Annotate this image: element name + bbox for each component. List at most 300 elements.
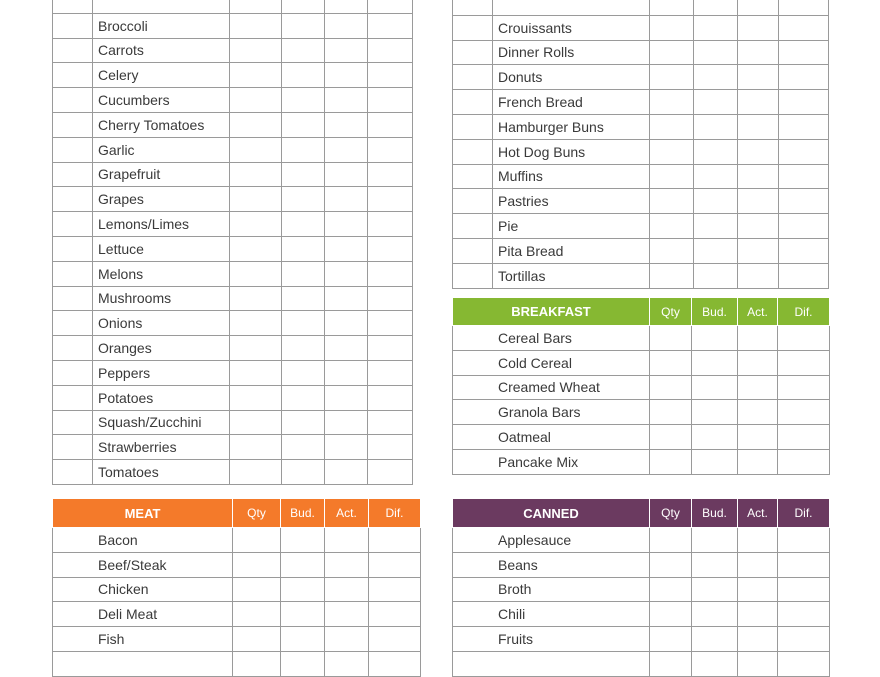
- dif-cell[interactable]: [368, 311, 413, 336]
- bread-item-name: Dinner Rolls: [493, 40, 650, 65]
- canned-col-act: Act.: [738, 499, 778, 528]
- checkbox-cell[interactable]: [53, 88, 93, 113]
- bud-cell[interactable]: [281, 651, 325, 676]
- bud-cell[interactable]: [282, 112, 325, 137]
- qty-cell[interactable]: [230, 236, 282, 261]
- table-row: [453, 164, 829, 189]
- canned-item-name: Broth: [453, 577, 650, 602]
- qty-cell[interactable]: [650, 326, 692, 351]
- act-cell[interactable]: [325, 360, 368, 385]
- breakfast-item-name: Cereal Bars: [453, 326, 650, 351]
- dif-cell[interactable]: [778, 602, 830, 627]
- act-cell[interactable]: [325, 552, 369, 577]
- qty-cell[interactable]: [650, 350, 692, 375]
- checkbox-cell[interactable]: [53, 236, 93, 261]
- produce-rows: [53, 0, 413, 484]
- dif-cell[interactable]: [369, 651, 421, 676]
- bud-cell[interactable]: [692, 326, 738, 351]
- meat-item-name: Fish: [53, 627, 233, 652]
- act-cell[interactable]: [325, 162, 368, 187]
- bud-cell[interactable]: [282, 311, 325, 336]
- dif-cell[interactable]: [368, 0, 413, 13]
- dif-cell[interactable]: [368, 435, 413, 460]
- qty-cell[interactable]: [230, 162, 282, 187]
- bud-cell[interactable]: [694, 263, 738, 288]
- canned-col-dif: Dif.: [778, 499, 830, 528]
- dif-cell[interactable]: [368, 286, 413, 311]
- bread-item-name: Tortillas: [493, 263, 650, 288]
- act-cell[interactable]: [325, 385, 368, 410]
- table-row: [453, 400, 830, 425]
- qty-cell[interactable]: [233, 627, 281, 652]
- checkbox-cell[interactable]: [53, 13, 93, 38]
- checkbox-cell[interactable]: [53, 385, 93, 410]
- table-row: [453, 350, 830, 375]
- act-cell[interactable]: [325, 38, 368, 63]
- qty-cell[interactable]: [233, 552, 281, 577]
- act-cell[interactable]: [325, 577, 369, 602]
- qty-cell[interactable]: [650, 189, 694, 214]
- checkbox-cell[interactable]: [453, 40, 493, 65]
- act-cell[interactable]: [738, 114, 779, 139]
- act-cell[interactable]: [738, 425, 778, 450]
- bud-cell[interactable]: [281, 577, 325, 602]
- produce-item-name: Potatoes: [93, 385, 230, 410]
- qty-cell[interactable]: [650, 0, 694, 15]
- act-cell[interactable]: [325, 602, 369, 627]
- dif-cell[interactable]: [779, 90, 829, 115]
- checkbox-cell[interactable]: [53, 38, 93, 63]
- act-cell[interactable]: [738, 164, 779, 189]
- qty-cell[interactable]: [230, 336, 282, 361]
- table-row: [53, 236, 413, 261]
- qty-cell[interactable]: [233, 528, 281, 553]
- qty-cell[interactable]: [230, 311, 282, 336]
- dif-cell[interactable]: [779, 114, 829, 139]
- dif-cell[interactable]: [368, 460, 413, 485]
- bud-cell[interactable]: [282, 261, 325, 286]
- table-row: [53, 0, 413, 13]
- act-cell[interactable]: [325, 236, 368, 261]
- bud-cell[interactable]: [692, 449, 738, 474]
- dif-cell[interactable]: [779, 15, 829, 40]
- act-cell[interactable]: [325, 137, 368, 162]
- bud-cell[interactable]: [694, 164, 738, 189]
- act-cell[interactable]: [325, 651, 369, 676]
- act-cell[interactable]: [738, 326, 778, 351]
- bud-cell[interactable]: [692, 350, 738, 375]
- dif-cell[interactable]: [368, 137, 413, 162]
- dif-cell[interactable]: [369, 528, 421, 553]
- checkbox-cell[interactable]: [53, 460, 93, 485]
- act-cell[interactable]: [325, 528, 369, 553]
- breakfast-col-act: Act.: [738, 298, 778, 326]
- table-row: [53, 137, 413, 162]
- act-cell[interactable]: [325, 410, 368, 435]
- table-row: [453, 40, 829, 65]
- qty-cell[interactable]: [650, 627, 692, 652]
- table-row: [53, 460, 413, 485]
- bud-cell[interactable]: [694, 214, 738, 239]
- dif-cell[interactable]: [368, 261, 413, 286]
- act-cell[interactable]: [738, 375, 778, 400]
- qty-cell[interactable]: [230, 410, 282, 435]
- qty-cell[interactable]: [650, 139, 694, 164]
- qty-cell[interactable]: [650, 400, 692, 425]
- table-row: [453, 65, 829, 90]
- act-cell[interactable]: [738, 627, 778, 652]
- act-cell[interactable]: [325, 435, 368, 460]
- produce-item-name: Cucumbers: [93, 88, 230, 113]
- dif-cell[interactable]: [779, 238, 829, 263]
- act-cell[interactable]: [325, 13, 368, 38]
- act-cell[interactable]: [738, 139, 779, 164]
- checkbox-cell[interactable]: [453, 114, 493, 139]
- qty-cell[interactable]: [230, 137, 282, 162]
- act-cell[interactable]: [738, 552, 778, 577]
- bread-table: [452, 0, 829, 289]
- breakfast-table: [452, 297, 830, 475]
- dif-cell[interactable]: [779, 0, 829, 15]
- dif-cell[interactable]: [779, 263, 829, 288]
- checkbox-cell[interactable]: [53, 360, 93, 385]
- qty-cell[interactable]: [233, 577, 281, 602]
- qty-cell[interactable]: [230, 435, 282, 460]
- bud-cell[interactable]: [282, 336, 325, 361]
- table-row: [453, 449, 830, 474]
- checkbox-cell[interactable]: [453, 263, 493, 288]
- bread-item-name: French Bread: [493, 90, 650, 115]
- produce-item-name: Squash/Zucchini: [93, 410, 230, 435]
- qty-cell[interactable]: [230, 460, 282, 485]
- qty-cell[interactable]: [650, 449, 692, 474]
- dif-cell[interactable]: [368, 162, 413, 187]
- checkbox-cell[interactable]: [53, 435, 93, 460]
- qty-cell[interactable]: [650, 15, 694, 40]
- qty-cell[interactable]: [233, 651, 281, 676]
- dif-cell[interactable]: [779, 214, 829, 239]
- bud-cell[interactable]: [694, 238, 738, 263]
- qty-cell[interactable]: [650, 528, 692, 553]
- table-row: [453, 15, 829, 40]
- qty-cell[interactable]: [230, 286, 282, 311]
- produce-item-name: Tomatoes: [93, 460, 230, 485]
- bread-item-name: Donuts: [493, 65, 650, 90]
- act-cell[interactable]: [325, 336, 368, 361]
- checkbox-cell[interactable]: [53, 162, 93, 187]
- qty-cell[interactable]: [650, 425, 692, 450]
- dif-cell[interactable]: [368, 88, 413, 113]
- dif-cell[interactable]: [778, 651, 830, 676]
- bud-cell[interactable]: [282, 410, 325, 435]
- qty-cell[interactable]: [650, 114, 694, 139]
- canned-item-name: [453, 651, 650, 676]
- act-cell[interactable]: [325, 286, 368, 311]
- act-cell[interactable]: [738, 577, 778, 602]
- checkbox-cell[interactable]: [453, 0, 493, 15]
- bud-cell[interactable]: [282, 286, 325, 311]
- bud-cell[interactable]: [281, 602, 325, 627]
- checkbox-cell[interactable]: [53, 286, 93, 311]
- qty-cell[interactable]: [230, 112, 282, 137]
- canned-item-name: Fruits: [453, 627, 650, 652]
- bud-cell[interactable]: [692, 552, 738, 577]
- act-cell[interactable]: [325, 460, 368, 485]
- checkbox-cell[interactable]: [453, 189, 493, 214]
- dif-cell[interactable]: [778, 350, 830, 375]
- produce-table: [52, 0, 413, 485]
- dif-cell[interactable]: [778, 449, 830, 474]
- produce-item-name: Broccoli: [93, 13, 230, 38]
- bud-cell[interactable]: [282, 38, 325, 63]
- dif-cell[interactable]: [368, 385, 413, 410]
- act-cell[interactable]: [738, 263, 779, 288]
- qty-cell[interactable]: [650, 164, 694, 189]
- dif-cell[interactable]: [778, 400, 830, 425]
- dif-cell[interactable]: [369, 577, 421, 602]
- canned-table: [452, 498, 830, 677]
- dif-cell[interactable]: [369, 627, 421, 652]
- bud-cell[interactable]: [692, 425, 738, 450]
- dif-cell[interactable]: [778, 375, 830, 400]
- bread-item-name: Pie: [493, 214, 650, 239]
- dif-cell[interactable]: [368, 63, 413, 88]
- checkbox-cell[interactable]: [53, 410, 93, 435]
- table-row: [453, 114, 829, 139]
- bud-cell[interactable]: [694, 139, 738, 164]
- checkbox-cell[interactable]: [453, 15, 493, 40]
- bud-cell[interactable]: [692, 375, 738, 400]
- table-row: [53, 360, 413, 385]
- bud-cell[interactable]: [282, 13, 325, 38]
- dif-cell[interactable]: [369, 552, 421, 577]
- meat-item-name: Deli Meat: [53, 602, 233, 627]
- qty-cell[interactable]: [650, 552, 692, 577]
- bud-cell[interactable]: [282, 88, 325, 113]
- qty-cell[interactable]: [650, 375, 692, 400]
- qty-cell[interactable]: [230, 212, 282, 237]
- table-row: [53, 162, 413, 187]
- bud-cell[interactable]: [282, 137, 325, 162]
- act-cell[interactable]: [738, 350, 778, 375]
- table-row: [453, 326, 830, 351]
- dif-cell[interactable]: [368, 112, 413, 137]
- qty-cell[interactable]: [650, 651, 692, 676]
- table-row: [453, 528, 830, 553]
- qty-cell[interactable]: [650, 602, 692, 627]
- canned-rows: [453, 528, 830, 677]
- bud-cell[interactable]: [692, 577, 738, 602]
- bud-cell[interactable]: [281, 528, 325, 553]
- produce-item-name: Strawberries: [93, 435, 230, 460]
- dif-cell[interactable]: [778, 577, 830, 602]
- qty-cell[interactable]: [650, 238, 694, 263]
- bread-item-name: Hamburger Buns: [493, 114, 650, 139]
- bud-cell[interactable]: [692, 602, 738, 627]
- meat-item-name: Beef/Steak: [53, 552, 233, 577]
- meat-rows: [53, 528, 421, 677]
- checkbox-cell[interactable]: [453, 214, 493, 239]
- checkbox-cell[interactable]: [453, 90, 493, 115]
- table-row: [53, 651, 421, 676]
- dif-cell[interactable]: [368, 13, 413, 38]
- qty-cell[interactable]: [233, 602, 281, 627]
- act-cell[interactable]: [738, 400, 778, 425]
- table-row: [453, 552, 830, 577]
- bud-cell[interactable]: [694, 90, 738, 115]
- produce-item-name: Onions: [93, 311, 230, 336]
- dif-cell[interactable]: [368, 360, 413, 385]
- table-row: [453, 425, 830, 450]
- dif-cell[interactable]: [778, 627, 830, 652]
- table-row: [53, 435, 413, 460]
- table-row: [53, 13, 413, 38]
- meat-item-name: Bacon: [53, 528, 233, 553]
- dif-cell[interactable]: [778, 425, 830, 450]
- checkbox-cell[interactable]: [53, 112, 93, 137]
- act-cell[interactable]: [325, 112, 368, 137]
- dif-cell[interactable]: [779, 139, 829, 164]
- dif-cell[interactable]: [368, 38, 413, 63]
- checkbox-cell[interactable]: [53, 63, 93, 88]
- dif-cell[interactable]: [368, 187, 413, 212]
- dif-cell[interactable]: [779, 164, 829, 189]
- checkbox-cell[interactable]: [53, 311, 93, 336]
- qty-cell[interactable]: [230, 385, 282, 410]
- produce-item-name: Lettuce: [93, 236, 230, 261]
- qty-cell[interactable]: [230, 261, 282, 286]
- checkbox-cell[interactable]: [453, 65, 493, 90]
- act-cell[interactable]: [325, 187, 368, 212]
- checkbox-cell[interactable]: [453, 238, 493, 263]
- act-cell[interactable]: [325, 627, 369, 652]
- bud-cell[interactable]: [281, 552, 325, 577]
- dif-cell[interactable]: [778, 552, 830, 577]
- bread-item-name: Hot Dog Buns: [493, 139, 650, 164]
- bud-cell[interactable]: [282, 162, 325, 187]
- act-cell[interactable]: [325, 261, 368, 286]
- act-cell[interactable]: [738, 0, 779, 15]
- qty-cell[interactable]: [230, 0, 282, 13]
- dif-cell[interactable]: [779, 189, 829, 214]
- bud-cell[interactable]: [692, 627, 738, 652]
- act-cell[interactable]: [325, 0, 368, 13]
- bud-cell[interactable]: [282, 236, 325, 261]
- qty-cell[interactable]: [650, 214, 694, 239]
- qty-cell[interactable]: [650, 40, 694, 65]
- bud-cell[interactable]: [282, 63, 325, 88]
- breakfast-col-dif: Dif.: [778, 298, 830, 326]
- qty-cell[interactable]: [230, 38, 282, 63]
- checkbox-cell[interactable]: [53, 336, 93, 361]
- checkbox-cell[interactable]: [453, 164, 493, 189]
- table-row: [53, 336, 413, 361]
- breakfast-item-name: Granola Bars: [453, 400, 650, 425]
- act-cell[interactable]: [738, 651, 778, 676]
- dif-cell[interactable]: [779, 65, 829, 90]
- checkbox-cell[interactable]: [53, 261, 93, 286]
- bud-cell[interactable]: [282, 187, 325, 212]
- act-cell[interactable]: [325, 311, 368, 336]
- breakfast-rows: [453, 326, 830, 475]
- dif-cell[interactable]: [368, 336, 413, 361]
- meat-item-name: Chicken: [53, 577, 233, 602]
- act-cell[interactable]: [738, 528, 778, 553]
- act-cell[interactable]: [738, 602, 778, 627]
- act-cell[interactable]: [738, 15, 779, 40]
- bud-cell[interactable]: [694, 0, 738, 15]
- checkbox-cell[interactable]: [53, 137, 93, 162]
- dif-cell[interactable]: [368, 236, 413, 261]
- dif-cell[interactable]: [368, 212, 413, 237]
- bud-cell[interactable]: [694, 40, 738, 65]
- act-cell[interactable]: [738, 40, 779, 65]
- qty-cell[interactable]: [230, 88, 282, 113]
- produce-item-name: Carrots: [93, 38, 230, 63]
- qty-cell[interactable]: [230, 13, 282, 38]
- act-cell[interactable]: [325, 88, 368, 113]
- dif-cell[interactable]: [778, 528, 830, 553]
- table-row: [453, 139, 829, 164]
- act-cell[interactable]: [738, 449, 778, 474]
- qty-cell[interactable]: [650, 263, 694, 288]
- bud-cell[interactable]: [281, 627, 325, 652]
- bud-cell[interactable]: [694, 189, 738, 214]
- bud-cell[interactable]: [694, 15, 738, 40]
- act-cell[interactable]: [738, 189, 779, 214]
- table-row: [53, 88, 413, 113]
- bud-cell[interactable]: [282, 0, 325, 13]
- checkbox-cell[interactable]: [453, 139, 493, 164]
- bud-cell[interactable]: [692, 400, 738, 425]
- qty-cell[interactable]: [650, 90, 694, 115]
- bud-cell[interactable]: [694, 114, 738, 139]
- bud-cell[interactable]: [282, 460, 325, 485]
- dif-cell[interactable]: [778, 326, 830, 351]
- checkbox-cell[interactable]: [53, 0, 93, 13]
- table-row: [53, 385, 413, 410]
- act-cell[interactable]: [738, 90, 779, 115]
- bud-cell[interactable]: [282, 212, 325, 237]
- act-cell[interactable]: [325, 212, 368, 237]
- act-cell[interactable]: [738, 65, 779, 90]
- bud-cell[interactable]: [692, 651, 738, 676]
- breakfast-title: BREAKFAST: [453, 298, 650, 326]
- checkbox-cell[interactable]: [53, 187, 93, 212]
- table-row: [453, 238, 829, 263]
- breakfast-item-name: Oatmeal: [453, 425, 650, 450]
- dif-cell[interactable]: [368, 410, 413, 435]
- bud-cell[interactable]: [692, 528, 738, 553]
- act-cell[interactable]: [738, 238, 779, 263]
- bud-cell[interactable]: [282, 360, 325, 385]
- bud-cell[interactable]: [282, 385, 325, 410]
- qty-cell[interactable]: [230, 360, 282, 385]
- table-row: [53, 627, 421, 652]
- dif-cell[interactable]: [779, 40, 829, 65]
- table-row: [53, 261, 413, 286]
- qty-cell[interactable]: [650, 577, 692, 602]
- bud-cell[interactable]: [694, 65, 738, 90]
- act-cell[interactable]: [325, 63, 368, 88]
- checkbox-cell[interactable]: [53, 212, 93, 237]
- qty-cell[interactable]: [230, 187, 282, 212]
- bud-cell[interactable]: [282, 435, 325, 460]
- dif-cell[interactable]: [369, 602, 421, 627]
- qty-cell[interactable]: [230, 63, 282, 88]
- act-cell[interactable]: [738, 214, 779, 239]
- qty-cell[interactable]: [650, 65, 694, 90]
